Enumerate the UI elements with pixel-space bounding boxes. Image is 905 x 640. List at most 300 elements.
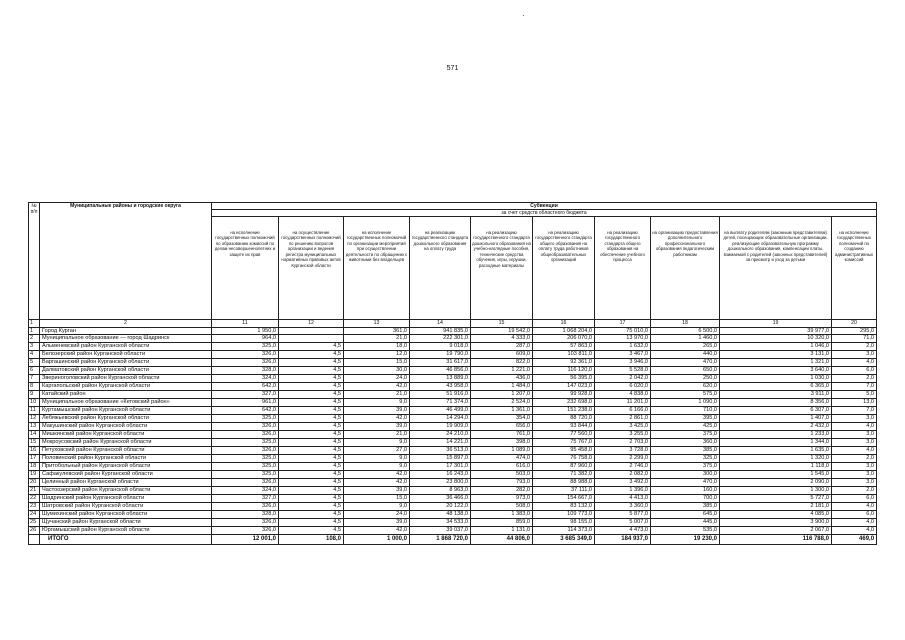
column-number: 11: [212, 320, 279, 328]
amount-cell: 326,0: [212, 431, 279, 439]
amount-cell: 11 201,0: [595, 399, 651, 407]
amount-cell: 2 042,0: [595, 375, 651, 383]
amount-cell: 1 383,0: [471, 511, 533, 519]
table-row: [29, 407, 877, 415]
amount-cell: 324,0: [212, 375, 279, 383]
district-name: Лебяжьевский район Курганской области: [40, 415, 212, 423]
amount-cell: 4 413,0: [595, 495, 651, 503]
amount-cell: 16 243,0: [410, 471, 471, 479]
amount-cell: 1 068 204,0: [533, 327, 595, 335]
amount-cell: 575,0: [651, 391, 720, 399]
amount-cell: 642,0: [212, 407, 279, 415]
amount-cell: 42,0: [344, 479, 410, 487]
amount-cell: 42,0: [344, 383, 410, 391]
amount-cell: 24 210,0: [410, 431, 471, 439]
amount-cell: 973,0: [471, 495, 533, 503]
amount-cell: 4,5: [279, 375, 344, 383]
total-value: 184 937,0: [595, 535, 651, 545]
amount-cell: 6 307,0: [720, 407, 832, 415]
total-value: 108,0: [279, 535, 344, 545]
column-number: 19: [720, 320, 832, 328]
amount-cell: 19 790,0: [410, 351, 471, 359]
amount-cell: 761,0: [471, 431, 533, 439]
amount-cell: 616,0: [471, 463, 533, 471]
amount-cell: 4,5: [279, 479, 344, 487]
amount-cell: 1 030,0: [720, 375, 832, 383]
amount-cell: 4,5: [279, 391, 344, 399]
amount-cell: 4,5: [279, 407, 344, 415]
amount-cell: 395,0: [651, 415, 720, 423]
amount-cell: 1 344,0: [720, 439, 832, 447]
district-name: Щучанский район Курганской области: [40, 519, 212, 527]
row-index: 4: [29, 351, 40, 359]
amount-cell: 325,0: [212, 463, 279, 471]
district-name: Целинный район Курганской области: [40, 479, 212, 487]
amount-cell: 18,0: [344, 343, 410, 351]
amount-cell: 3,0: [832, 351, 877, 359]
amount-cell: 10 320,0: [720, 335, 832, 343]
amount-cell: 87 960,0: [533, 463, 595, 471]
header-name: Муниципальные районы и городские округа: [40, 203, 212, 320]
row-index: 26: [29, 527, 40, 535]
amount-cell: 656,0: [471, 423, 533, 431]
amount-cell: 98 155,0: [533, 519, 595, 527]
amount-cell: 4,5: [279, 463, 344, 471]
column-number: 12: [279, 320, 344, 328]
amount-cell: 20 122,0: [410, 503, 471, 511]
amount-cell: 75 010,0: [595, 327, 651, 335]
row-index: 24: [29, 511, 40, 519]
amount-cell: 5 528,0: [595, 367, 651, 375]
amount-cell: 5,0: [832, 391, 877, 399]
amount-cell: 4,5: [279, 439, 344, 447]
amount-cell: 4,5: [279, 359, 344, 367]
amount-cell: 354,0: [471, 415, 533, 423]
amount-cell: 326,0: [212, 479, 279, 487]
amount-cell: 9 018,0: [410, 343, 471, 351]
amount-cell: 147 023,0: [533, 383, 595, 391]
amount-cell: 470,0: [651, 479, 720, 487]
amount-cell: 2 746,0: [595, 463, 651, 471]
amount-cell: 13 970,0: [595, 335, 651, 343]
amount-cell: 109 773,0: [533, 511, 595, 519]
amount-cell: 793,0: [471, 479, 533, 487]
amount-cell: 5 007,0: [595, 519, 651, 527]
table-row: [29, 487, 877, 495]
amount-cell: 4,5: [279, 343, 344, 351]
amount-cell: 56 395,0: [533, 375, 595, 383]
row-index: 3: [29, 343, 40, 351]
amount-cell: 1 361,0: [471, 407, 533, 415]
amount-cell: 328,0: [212, 511, 279, 519]
amount-cell: 642,0: [212, 383, 279, 391]
amount-cell: 77 560,0: [533, 431, 595, 439]
amount-cell: 9,0: [344, 439, 410, 447]
district-name: Частоозерский район Курганской области: [40, 487, 212, 495]
amount-cell: 1 118,0: [720, 463, 832, 471]
total-value: 3 685 349,0: [533, 535, 595, 545]
amount-cell: 1 320,0: [720, 455, 832, 463]
row-index: 12: [29, 415, 40, 423]
amount-cell: 23 800,0: [410, 479, 471, 487]
column-header: на реализацию государственного стандарта дошкольного образования на учебно-наглядные пособия, технические средства обучения, игры, игрушки, расходные материалы: [471, 217, 533, 320]
row-index: 5: [29, 359, 40, 367]
amount-cell: 4,5: [279, 431, 344, 439]
district-name: Варгашинский район Курганской области: [40, 359, 212, 367]
amount-cell: 2,0: [832, 343, 877, 351]
amount-cell: 39,0: [344, 519, 410, 527]
amount-cell: 14 294,0: [410, 415, 471, 423]
amount-cell: 4,5: [279, 415, 344, 423]
row-index: 7: [29, 375, 40, 383]
amount-cell: 5 877,0: [595, 511, 651, 519]
amount-cell: 4,0: [832, 503, 877, 511]
amount-cell: 1 484,0: [471, 383, 533, 391]
total-row: [29, 535, 877, 545]
column-header: на реализацию государственного стандарта общего образования на оплату труда работников общеобразовательных организаций: [533, 217, 595, 320]
amount-cell: 645,0: [651, 511, 720, 519]
row-index: 23: [29, 503, 40, 511]
amount-cell: 2 432,0: [720, 423, 832, 431]
row-index: 15: [29, 439, 40, 447]
table-row: [29, 327, 877, 335]
amount-cell: 206 070,0: [533, 335, 595, 343]
amount-cell: 325,0: [212, 471, 279, 479]
row-index: 13: [29, 423, 40, 431]
table-row: [29, 367, 877, 375]
amount-cell: 114 373,0: [533, 527, 595, 535]
amount-cell: 2 861,0: [595, 415, 651, 423]
amount-cell: 39,0: [344, 407, 410, 415]
amount-cell: 37 111,0: [533, 487, 595, 495]
total-value: 116 788,0: [720, 535, 832, 545]
amount-cell: 324,0: [212, 487, 279, 495]
amount-cell: 3 728,0: [595, 447, 651, 455]
column-header: на организацию предоставления дополнительного профессионального образования педагогическим работникам: [651, 217, 720, 320]
amount-cell: 6 365,0: [720, 383, 832, 391]
district-name: Альменевский район Курганской области: [40, 343, 212, 351]
column-number: 18: [651, 320, 720, 328]
amount-cell: 4,5: [279, 383, 344, 391]
table-row: [29, 439, 877, 447]
table-row: [29, 383, 877, 391]
district-name: Мишкинский район Курганской области: [40, 431, 212, 439]
subventions-table: [28, 202, 877, 545]
amount-cell: 4,0: [832, 527, 877, 535]
amount-cell: 8 356,0: [720, 399, 832, 407]
amount-cell: 3 900,0: [720, 519, 832, 527]
amount-cell: 710,0: [651, 407, 720, 415]
amount-cell: 9,0: [344, 463, 410, 471]
amount-cell: 95 458,0: [533, 447, 595, 455]
amount-cell: 42,0: [344, 415, 410, 423]
amount-cell: 3 946,0: [595, 359, 651, 367]
amount-cell: 3 640,0: [720, 367, 832, 375]
row-index: 6: [29, 367, 40, 375]
amount-cell: 327,0: [212, 391, 279, 399]
column-header: на реализацию государственного стандарта общего образования на обеспечение учебного процесса: [595, 217, 651, 320]
amount-cell: 88 988,0: [533, 479, 595, 487]
amount-cell: 42,0: [344, 527, 410, 535]
column-header: на осуществление государственных полномочий по решению вопросов организации и ведения регистра муниципальных нормативных правовых актов Курганской области: [279, 217, 344, 320]
amount-cell: 375,0: [651, 463, 720, 471]
district-name: Петуховский район Курганской области: [40, 447, 212, 455]
amount-cell: 4,5: [279, 519, 344, 527]
amount-cell: 36 513,0: [410, 447, 471, 455]
amount-cell: 3,0: [832, 431, 877, 439]
amount-cell: 6,0: [832, 495, 877, 503]
amount-cell: 39 977,0: [720, 327, 832, 335]
amount-cell: 4 838,0: [595, 391, 651, 399]
table-row: [29, 447, 877, 455]
row-index: 22: [29, 495, 40, 503]
amount-cell: 83 132,0: [533, 503, 595, 511]
amount-cell: 375,0: [651, 431, 720, 439]
district-name: Звериноголовский район Курганской области: [40, 375, 212, 383]
amount-cell: 103 811,0: [533, 351, 595, 359]
amount-cell: 385,0: [651, 503, 720, 511]
district-name: Муниципальное образование — город Шадринск: [40, 335, 212, 343]
amount-cell: 1 321,0: [720, 359, 832, 367]
table-row: [29, 479, 877, 487]
row-index: 8: [29, 383, 40, 391]
amount-cell: 76 758,0: [533, 455, 595, 463]
row-index: 18: [29, 463, 40, 471]
column-number: 20: [832, 320, 877, 328]
amount-cell: 620,0: [651, 383, 720, 391]
amount-cell: 4,5: [279, 399, 344, 407]
amount-cell: 36 466,0: [410, 495, 471, 503]
amount-cell: 4,5: [279, 527, 344, 535]
amount-cell: 7,0: [832, 407, 877, 415]
table-row: [29, 431, 877, 439]
column-number: 17: [595, 320, 651, 328]
amount-cell: 4,5: [279, 471, 344, 479]
amount-cell: 232 698,0: [533, 399, 595, 407]
row-index: 20: [29, 479, 40, 487]
amount-cell: 51 916,0: [410, 391, 471, 399]
amount-cell: 4,5: [279, 503, 344, 511]
amount-cell: 6,0: [832, 367, 877, 375]
amount-cell: 4,5: [279, 423, 344, 431]
amount-cell: 24,0: [344, 375, 410, 383]
amount-cell: 5 727,0: [720, 495, 832, 503]
district-name: Шумихинский район Курганской области: [40, 511, 212, 519]
amount-cell: 325,0: [212, 455, 279, 463]
amount-cell: 1 300,0: [720, 487, 832, 495]
amount-cell: 1 545,0: [720, 471, 832, 479]
amount-cell: 1 233,0: [720, 431, 832, 439]
amount-cell: 503,0: [471, 471, 533, 479]
column-number: 15: [471, 320, 533, 328]
row-index: 14: [29, 431, 40, 439]
amount-cell: 650,0: [651, 367, 720, 375]
amount-cell: 9,0: [344, 503, 410, 511]
amount-cell: 75 767,0: [533, 439, 595, 447]
column-number: 13: [344, 320, 410, 328]
amount-cell: 470,0: [651, 359, 720, 367]
amount-cell: 21,0: [344, 391, 410, 399]
district-name: Город Курган: [40, 327, 212, 335]
amount-cell: 265,0: [651, 343, 720, 351]
amount-cell: 7,0: [832, 383, 877, 391]
amount-cell: 1 221,0: [471, 367, 533, 375]
amount-cell: 19 909,0: [410, 423, 471, 431]
amount-cell: 326,0: [212, 519, 279, 527]
amount-cell: 326,0: [212, 527, 279, 535]
amount-cell: 4,5: [279, 455, 344, 463]
amount-cell: 15 897,0: [410, 455, 471, 463]
district-name: Шатровский район Курганской области: [40, 503, 212, 511]
amount-cell: 287,0: [471, 343, 533, 351]
amount-cell: 3 360,0: [595, 503, 651, 511]
amount-cell: 2 703,0: [595, 439, 651, 447]
amount-cell: 71 374,0: [410, 399, 471, 407]
district-name: Юргамышский район Курганской области: [40, 527, 212, 535]
amount-cell: 445,0: [651, 519, 720, 527]
table-row: [29, 415, 877, 423]
amount-cell: 2 090,0: [720, 479, 832, 487]
amount-cell: 361,0: [344, 327, 410, 335]
amount-cell: 4,5: [279, 511, 344, 519]
amount-cell: [279, 327, 344, 335]
amount-cell: 154 667,0: [533, 495, 595, 503]
district-name: Белозерский район Курганской области: [40, 351, 212, 359]
amount-cell: 8 963,0: [410, 487, 471, 495]
amount-cell: 425,0: [651, 423, 720, 431]
amount-cell: 295,0: [832, 327, 877, 335]
amount-cell: 3 255,0: [595, 431, 651, 439]
amount-cell: 282,0: [471, 487, 533, 495]
amount-cell: 39,0: [344, 423, 410, 431]
column-header: на исполнение государственных полномочий по созданию административных комиссий: [832, 217, 877, 320]
row-index: 16: [29, 447, 40, 455]
amount-cell: 39 037,0: [410, 527, 471, 535]
table-row: [29, 471, 877, 479]
amount-cell: 700,0: [651, 495, 720, 503]
amount-cell: 13,0: [832, 399, 877, 407]
header-subventions: Субвенции: [212, 203, 877, 210]
amount-cell: 326,0: [212, 351, 279, 359]
column-number: 14: [410, 320, 471, 328]
amount-cell: 474,0: [471, 455, 533, 463]
amount-cell: 1 407,0: [720, 415, 832, 423]
district-name: Макушинский район Курганской области: [40, 423, 212, 431]
total-value: 44 806,0: [471, 535, 533, 545]
amount-cell: 325,0: [212, 415, 279, 423]
amount-cell: 4,5: [279, 487, 344, 495]
total-value: 1 868 720,0: [410, 535, 471, 545]
amount-cell: 27,0: [344, 447, 410, 455]
amount-cell: 2 524,0: [471, 399, 533, 407]
amount-cell: 3 131,0: [720, 351, 832, 359]
amount-cell: 398,0: [471, 439, 533, 447]
amount-cell: 151 238,0: [533, 407, 595, 415]
district-name: Мокроусовский район Курганской области: [40, 439, 212, 447]
row-index: 9: [29, 391, 40, 399]
amount-cell: 92 361,0: [533, 359, 595, 367]
amount-cell: 42,0: [344, 471, 410, 479]
table-row: [29, 503, 877, 511]
table-row: [29, 351, 877, 359]
amount-cell: 6,0: [832, 511, 877, 519]
total-value: 1 000,0: [344, 535, 410, 545]
table-row: [29, 463, 877, 471]
district-name: Катайский район: [40, 391, 212, 399]
amount-cell: 4,0: [832, 447, 877, 455]
total-value: 469,0: [832, 535, 877, 545]
table-row: [29, 399, 877, 407]
amount-cell: 48 138,0: [410, 511, 471, 519]
amount-cell: 93 844,0: [533, 423, 595, 431]
amount-cell: 88 720,0: [533, 415, 595, 423]
row-index: 2: [29, 335, 40, 343]
amount-cell: 9,0: [344, 455, 410, 463]
amount-cell: 3,0: [832, 415, 877, 423]
amount-cell: 34 533,0: [410, 519, 471, 527]
amount-cell: 6 500,0: [651, 327, 720, 335]
table-row: [29, 359, 877, 367]
amount-cell: 19 542,0: [471, 327, 533, 335]
amount-cell: 3 425,0: [595, 423, 651, 431]
amount-cell: 4,5: [279, 351, 344, 359]
amount-cell: 46 499,0: [410, 407, 471, 415]
amount-cell: 46 856,0: [410, 367, 471, 375]
page-number: 571: [446, 65, 459, 72]
amount-cell: 160,0: [651, 487, 720, 495]
amount-cell: 4,0: [832, 359, 877, 367]
amount-cell: 961,0: [212, 399, 279, 407]
table-row: [29, 423, 877, 431]
total-value: 19 230,0: [651, 535, 720, 545]
amount-cell: 99 928,0: [533, 391, 595, 399]
amount-cell: 57 863,0: [533, 343, 595, 351]
amount-cell: 15,0: [344, 495, 410, 503]
amount-cell: 325,0: [212, 439, 279, 447]
total-index: [29, 535, 40, 545]
amount-cell: 941 835,0: [410, 327, 471, 335]
amount-cell: 2,0: [832, 375, 877, 383]
amount-cell: 6 020,0: [595, 383, 651, 391]
amount-cell: 31 617,0: [410, 359, 471, 367]
amount-cell: 325,0: [212, 343, 279, 351]
amount-cell: 9,0: [344, 399, 410, 407]
amount-cell: [279, 335, 344, 343]
amount-cell: 4,0: [832, 423, 877, 431]
amount-cell: 1 632,0: [595, 343, 651, 351]
district-name: Шадринский район Курганской области: [40, 495, 212, 503]
amount-cell: 822,0: [471, 359, 533, 367]
header-num: № п/п: [29, 203, 40, 320]
amount-cell: 859,0: [471, 519, 533, 527]
district-name: Куртамышский район Курганской области: [40, 407, 212, 415]
amount-cell: 325,0: [651, 455, 720, 463]
district-name: Каргапольский район Курганской области: [40, 383, 212, 391]
table-row: [29, 495, 877, 503]
amount-cell: 13 889,0: [410, 375, 471, 383]
table-row: [29, 391, 877, 399]
amount-cell: 436,0: [471, 375, 533, 383]
amount-cell: 2 181,0: [720, 503, 832, 511]
amount-cell: 3 911,0: [720, 391, 832, 399]
amount-cell: 4,5: [279, 367, 344, 375]
amount-cell: 1 046,0: [720, 343, 832, 351]
scan-speck: [523, 15, 524, 16]
amount-cell: 3 467,0: [595, 351, 651, 359]
amount-cell: 326,0: [212, 447, 279, 455]
amount-cell: 1 950,0: [212, 327, 279, 335]
row-index: 10: [29, 399, 40, 407]
